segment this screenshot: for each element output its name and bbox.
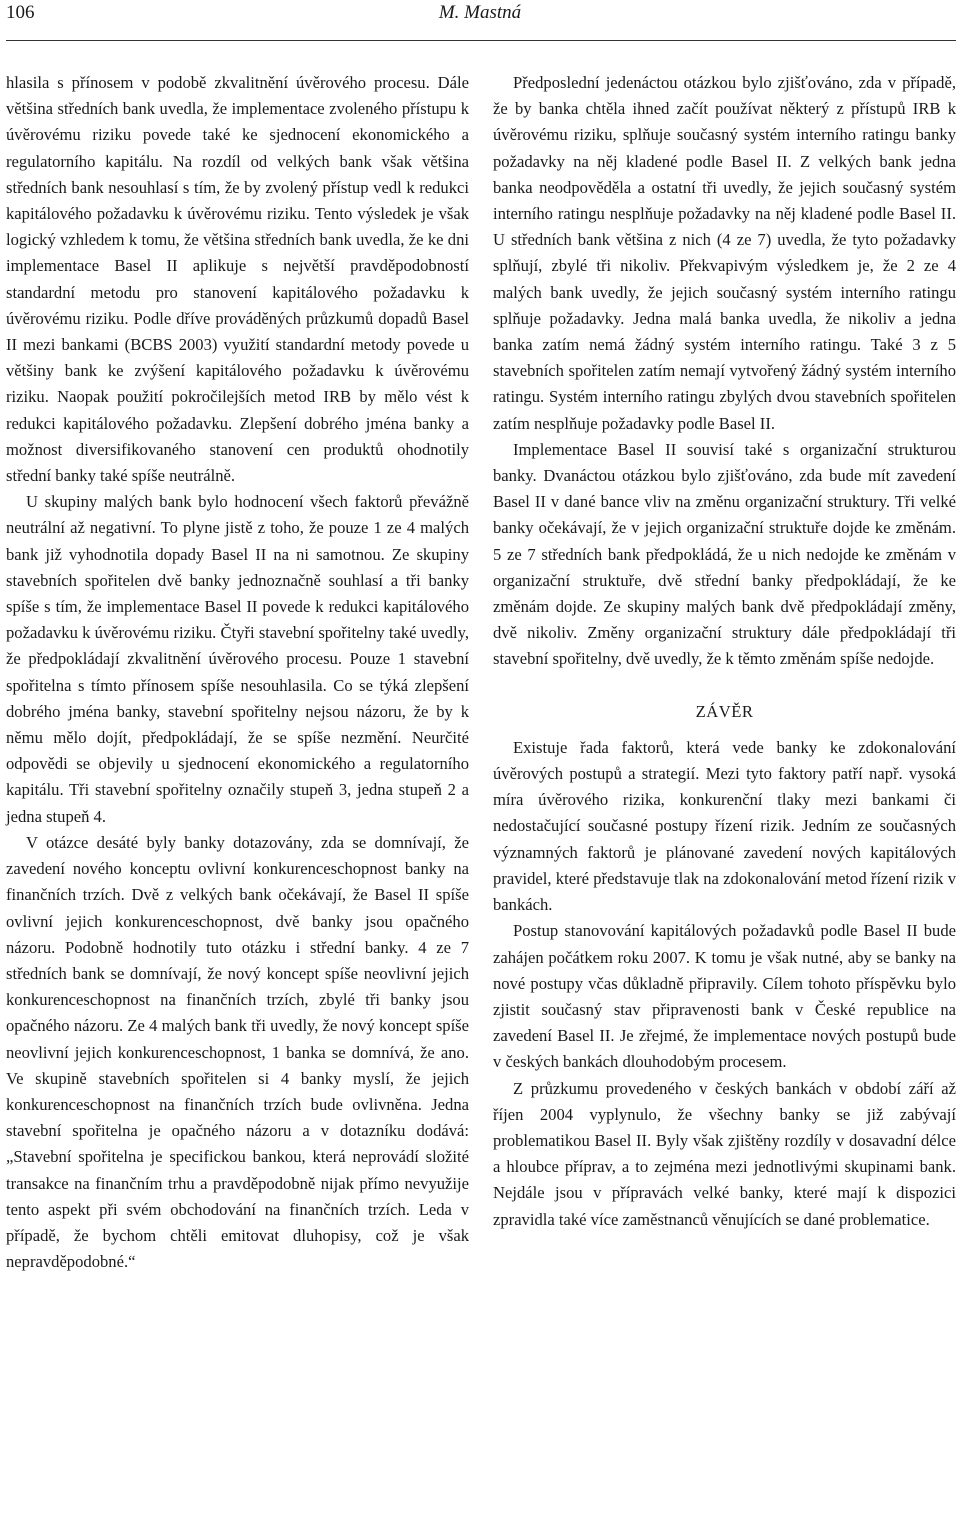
paragraph: V otázce desáté byly banky dotazovány, zda se domnívají, že zavedení nového konceptu ovlivní konkurenceschopnost banky na finančních trzích. Dvě z velkých bank očekávají, že Basel II spíše ovlivní jejich konkurenceschopnost, dvě banky jsou opačného názoru. Podobně hodnotily tuto otázku i střední banky. 4 ze 7 středních bank se domnívají, že nový koncept spíše neovlivní jejich konkurenceschopnost na finančních trzích, zbylé tři banky jsou opačného názoru. Ze 4 malých bank tři uvedly, že nový koncept spíše neovlivní jejich konkurenceschopnost, 1 banka se domnívá, že ano. Ve skupině stavebních spořitelen si 4 banky myslí, že jejich konkurenceschopnost na finančních trzích bude ovlivněna. Jedna stavební spořitelna je opačného názoru a v dotazníku dodává: „Stavební spořitelna je specifickou bankou, která neprovádí složité transakce na finančním trhu a pravděpodobně nijak přímo nevyužije tento aspekt při svém obchodování na finančních trzích. Leda v případě, že bychom chtěli emitovat dluhopisy, což je však nepravděpodobné.“ [6,832,469,1272]
right-column [493,70,956,1233]
page-header [6,0,954,28]
header-rule [6,40,956,41]
paragraph: hlasila s přínosem v podobě zkvalitnění úvěrového procesu. Dále většina středních bank uvedla, že implementace zvoleného přístupu k úvěrovému riziku povede také ke sjednocení ekonomického a regulatorního kapitálu. Na rozdíl od velkých bank však většina středních bank nesouhlasí s tím, že by zvolený přístup vedl k redukci kapitálového požadavku k úvěrovému riziku. Tento výsledek je však logický vzhledem k tomu, že většina středních bank uvedla, že ke dni implementace Basel II aplikuje s největší pravděpodobností standardní metodu pro stanovení kapitálového požadavku k úvěrovému riziku. Podle dříve prováděných průzkumů dopadů Basel II mezi bankami (BCBS 2003) využití standardní metody povede u většiny bank ke zvýšení kapitálového požadavku k úvěrovému riziku. Naopak použití pokročilejších metod IRB by mělo vést k redukci kapitálového požadavku. Zlepšení dobrého jména banky a možnost diversifikovaného stanovení cen produktů ohodnotily střední banky také spíše neutrálně. [6,73,469,486]
paragraph: Předposlední jedenáctou otázkou bylo zjišťováno, zda v případě, že by banka chtěla ihned začít používat některý z přístupů IRB k úvěrovému riziku, splňuje současný systém interního ratingu banky požadavky na něj kladené podle Basel II. Z velkých bank jedna banka neodpověděla a ostatní tři uvedly, že jejich současný systém interního ratingu nesplňuje požadavky na něj kladené podle Basel II. U středních bank většina z nich (4 ze 7) uvedla, že tyto požadavky splňují, zbylé tři nikoliv. Překvapivým výsledkem je, že 2 ze 4 malých bank uvedly, že jejich současný systém interního ratingu splňuje požadavky. Jedna malá banka uvedla, že nikoliv a jedna banka zatím nemá žádný systém interního ratingu. Také 3 z 5 stavebních spořitelen zatím nemají vytvořený žádný systém interního ratingu. Systém interního ratingu zbylých dvou stavebních spořitelen zatím nesplňuje požadavky podle Basel II. [493,73,956,433]
section-heading: ZÁVĚR [695,701,754,721]
page-number: 106 [6,2,35,23]
paragraph: Implementace Basel II souvisí také s organizační strukturou banky. Dvanáctou otázkou bylo zjišťováno, zda bude mít zavedení Basel II v dané bance vliv na změnu organizační struktury. Tři velké banky očekávají, že v jejich organizační struktuře dojde ke změnám. 5 ze 7 středních bank předpokládá, že u nich nedojde ke změnám v organizační struktuře, dvě střední banky předpokládají, že ke změnám dojde. Ze skupiny malých bank dvě předpokládají změny, dvě nikoliv. Změny organizační struktury dále předpokládají tři stavební spořitelny, dvě uvedly, že k těmto změnám spíše nedojde. [493,439,956,669]
paragraph: Postup stanovování kapitálových požadavků podle Basel II bude zahájen počátkem roku 2007. K tomu je však nutné, aby se banky na nové postupy včas důkladně připravily. Cílem tohoto příspěvku bylo zjistit současný stav připravenosti bank v České republice na zavedení Basel II. Je zřejmé, že implementace nových postupů bude v českých bankách dlouhodobým procesem. [493,921,956,1072]
running-head-author: M. Mastná [438,2,522,23]
paragraph: Z průzkumu provedeného v českých bankách v období září až říjen 2004 vyplynulo, že všechny banky se již zabývají problematikou Basel II. Byly však zjištěny rozdíly v dosavadní délce a hloubce příprav, a to zejména mezi jednotlivými skupinami bank. Nejdále jsou v přípravách velké banky, které mají k dispozici zpravidla také více zaměstnanců věnujících se dané problematice. [493,1078,956,1229]
paragraph: Existuje řada faktorů, která vede banky ke zdokonalování úvěrových postupů a strategií. Mezi tyto faktory patří např. vysoká míra úvěrového rizika, konkurenční tlaky mezi bankami či nedostačující současné postupy řízení rizik. Jedním ze současných významných faktorů je plánované zavedení nových kapitálových pravidel, které představuje tlak na zdokonalování metod řízení rizik v bankách. [493,737,956,915]
paragraph: U skupiny malých bank bylo hodnocení všech faktorů převážně neutrální až negativní. To plyne jistě z toho, že pouze 1 ze 4 malých bank již vyhodnotila dopady Basel II na ni samotnou. Ze skupiny stavebních spořitelen dvě banky jednoznačně souhlasí a tři banky spíše s tím, že implementace Basel II povede k redukci kapitálového požadavku k úvěrovému riziku. Čtyři stavební spořitelny také uvedly, že předpokládají zkvalitnění úvěrového procesu. Pouze 1 stavební spořitelna s tímto přínosem spíše nesouhlasila. Co se týká zlepšení dobrého jména banky, stavební spořitelny nejsou názoru, že by k němu mělo dojít, předpokládají, že se spíše nezmění. Neurčité odpovědi se objevily u sjednocení ekonomického a regulatorního kapitálu. Tři stavební spořitelny označily stupeň 3, jedna stupeň 2 a jedna stupeň 4. [6,492,469,826]
left-column [6,70,469,1275]
